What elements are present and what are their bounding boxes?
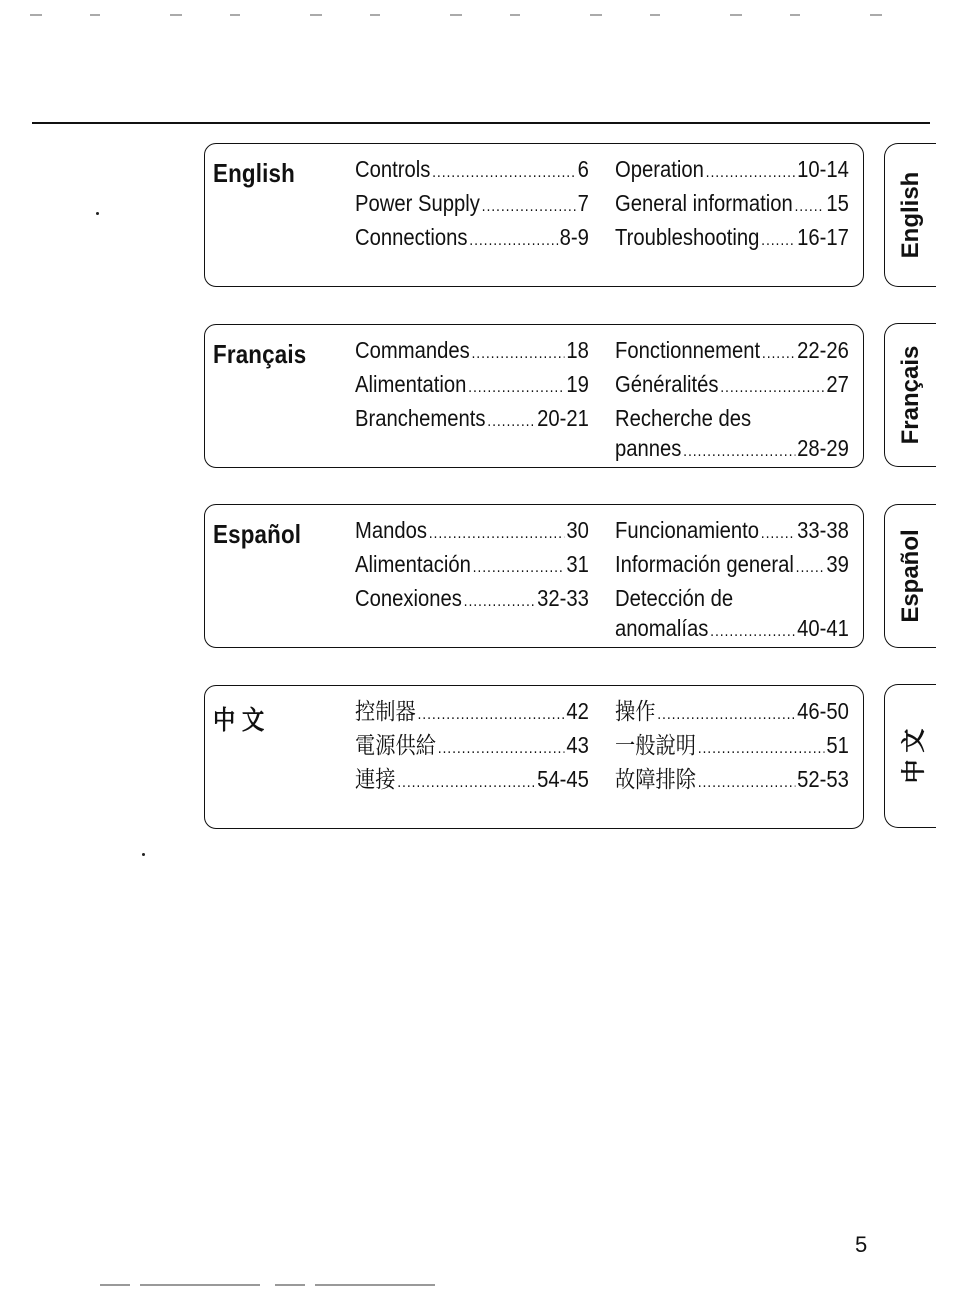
leader-dots xyxy=(657,700,795,730)
side-tab-label: Français xyxy=(896,345,924,445)
entry-title: 故障排除 xyxy=(615,766,696,792)
entry-title: Funcionamiento xyxy=(615,517,760,543)
header-rule xyxy=(32,122,930,124)
toc-section-espanol xyxy=(204,504,864,648)
leader-dots xyxy=(397,768,535,798)
toc-entry xyxy=(355,154,589,188)
entry-title: Troubleshooting xyxy=(615,224,760,250)
entry-title: Detección de xyxy=(615,585,734,611)
entry-title: Fonctionnement xyxy=(615,337,761,363)
toc-entry xyxy=(615,403,849,433)
entry-title: General information xyxy=(615,190,793,216)
entry-title: Connections xyxy=(355,224,468,250)
leader-dots xyxy=(762,339,795,369)
entry-page: 6 xyxy=(577,156,589,182)
leader-dots xyxy=(710,617,795,647)
entry-title: Recherche des xyxy=(615,405,752,431)
entry-title: Branchements xyxy=(355,405,486,431)
toc-section-english xyxy=(204,143,864,287)
scan-artifact-bottom xyxy=(100,1284,450,1286)
toc-column-right xyxy=(615,335,849,467)
entry-page: 31 xyxy=(566,551,589,577)
leader-dots xyxy=(429,519,565,549)
entry-page: 33-38 xyxy=(797,517,849,543)
leader-dots xyxy=(683,437,795,467)
toc-column-left xyxy=(355,154,589,256)
entry-title: 連接 xyxy=(355,766,396,792)
toc-entry xyxy=(355,335,589,369)
section-language-title: Français xyxy=(213,339,307,369)
toc-entry xyxy=(615,764,849,798)
leader-dots xyxy=(698,768,796,798)
leader-dots xyxy=(473,553,565,583)
speck xyxy=(142,853,145,856)
toc-entry xyxy=(355,515,589,549)
entry-page: 27 xyxy=(826,371,849,397)
toc-entry xyxy=(615,549,849,583)
toc-entry xyxy=(355,730,589,764)
entry-page: 43 xyxy=(566,732,589,758)
entry-title: 控制器 xyxy=(355,698,416,724)
toc-entry xyxy=(355,696,589,730)
leader-dots xyxy=(720,373,824,403)
toc-column-right xyxy=(615,696,849,798)
toc-section-francais xyxy=(204,324,864,468)
side-tab-espanol xyxy=(884,504,936,648)
toc-entry xyxy=(355,369,589,403)
toc-entry xyxy=(615,335,849,369)
entry-page: 19 xyxy=(566,371,589,397)
toc-entry xyxy=(355,403,589,437)
entry-title: 一般說明 xyxy=(615,732,696,758)
entry-page: 54-45 xyxy=(537,766,589,792)
entry-page: 20-21 xyxy=(537,405,589,431)
side-tab-chinese xyxy=(884,684,936,828)
leader-dots xyxy=(761,226,795,256)
side-tab-label: English xyxy=(896,171,924,259)
section-language-title: Español xyxy=(213,519,302,549)
toc-entry xyxy=(355,222,589,256)
leader-dots xyxy=(468,373,564,403)
entry-page: 10-14 xyxy=(797,156,849,182)
toc-entry xyxy=(615,222,849,256)
section-language-title: 中 文 xyxy=(213,705,265,735)
side-tab-label: 中 文 xyxy=(900,728,927,784)
toc-entry xyxy=(615,613,849,647)
entry-page: 52-53 xyxy=(797,766,849,792)
side-tab-label: Español xyxy=(896,529,924,623)
leader-dots xyxy=(469,226,558,256)
leader-dots xyxy=(698,734,825,764)
entry-page: 28-29 xyxy=(797,435,849,461)
section-language-title: English xyxy=(213,158,295,188)
speck xyxy=(96,212,99,215)
entry-page: 32-33 xyxy=(537,585,589,611)
leader-dots xyxy=(706,158,796,188)
entry-page: 18 xyxy=(566,337,589,363)
entry-title: Controls xyxy=(355,156,431,182)
leader-dots xyxy=(472,339,565,369)
leader-dots xyxy=(432,158,576,188)
entry-page: 42 xyxy=(566,698,589,724)
toc-entry xyxy=(355,188,589,222)
leader-dots xyxy=(438,734,565,764)
toc-entry xyxy=(615,154,849,188)
entry-page: 8-9 xyxy=(559,224,589,250)
toc-entry xyxy=(355,549,589,583)
page-number: 5 xyxy=(855,1232,868,1257)
entry-page: 46-50 xyxy=(797,698,849,724)
leader-dots xyxy=(464,587,536,617)
toc-entry xyxy=(615,369,849,403)
entry-title: Alimentación xyxy=(355,551,471,577)
entry-page: 30 xyxy=(566,517,589,543)
toc-entry xyxy=(615,696,849,730)
toc-entry xyxy=(615,433,849,467)
toc-column-right xyxy=(615,515,849,647)
toc-column-left xyxy=(355,515,589,617)
toc-entry xyxy=(615,730,849,764)
toc-entry xyxy=(615,188,849,222)
leader-dots xyxy=(795,192,825,222)
entry-page: 40-41 xyxy=(797,615,849,641)
toc-column-left xyxy=(355,335,589,437)
entry-title: Power Supply xyxy=(355,190,480,216)
leader-dots xyxy=(796,553,825,583)
entry-title: Alimentation xyxy=(355,371,467,397)
entry-title: pannes xyxy=(615,435,682,461)
side-tab-english xyxy=(884,143,936,287)
entry-title: Operation xyxy=(615,156,704,182)
entry-page: 7 xyxy=(577,190,589,216)
entry-title: Commandes xyxy=(355,337,470,363)
entry-title: anomalías xyxy=(615,615,709,641)
leader-dots xyxy=(487,407,535,437)
entry-page: 39 xyxy=(826,551,849,577)
toc-section-chinese xyxy=(204,685,864,829)
entry-page: 51 xyxy=(826,732,849,758)
toc-column-left xyxy=(355,696,589,798)
toc-entry xyxy=(355,764,589,798)
toc-entry xyxy=(615,583,849,613)
entry-title: Généralités xyxy=(615,371,719,397)
leader-dots xyxy=(417,700,564,730)
side-tab-francais xyxy=(884,323,936,467)
entry-title: Conexiones xyxy=(355,585,462,611)
entry-title: 電源供給 xyxy=(355,732,436,758)
toc-entry xyxy=(615,515,849,549)
entry-title: 操作 xyxy=(615,698,656,724)
entry-page: 16-17 xyxy=(797,224,849,250)
leader-dots xyxy=(761,519,796,549)
entry-title: Mandos xyxy=(355,517,428,543)
toc-entry xyxy=(355,583,589,617)
leader-dots xyxy=(482,192,576,222)
entry-title: Información general xyxy=(615,551,794,577)
scan-artifact-top xyxy=(30,14,920,16)
toc-column-right xyxy=(615,154,849,256)
entry-page: 15 xyxy=(826,190,849,216)
entry-page: 22-26 xyxy=(797,337,849,363)
